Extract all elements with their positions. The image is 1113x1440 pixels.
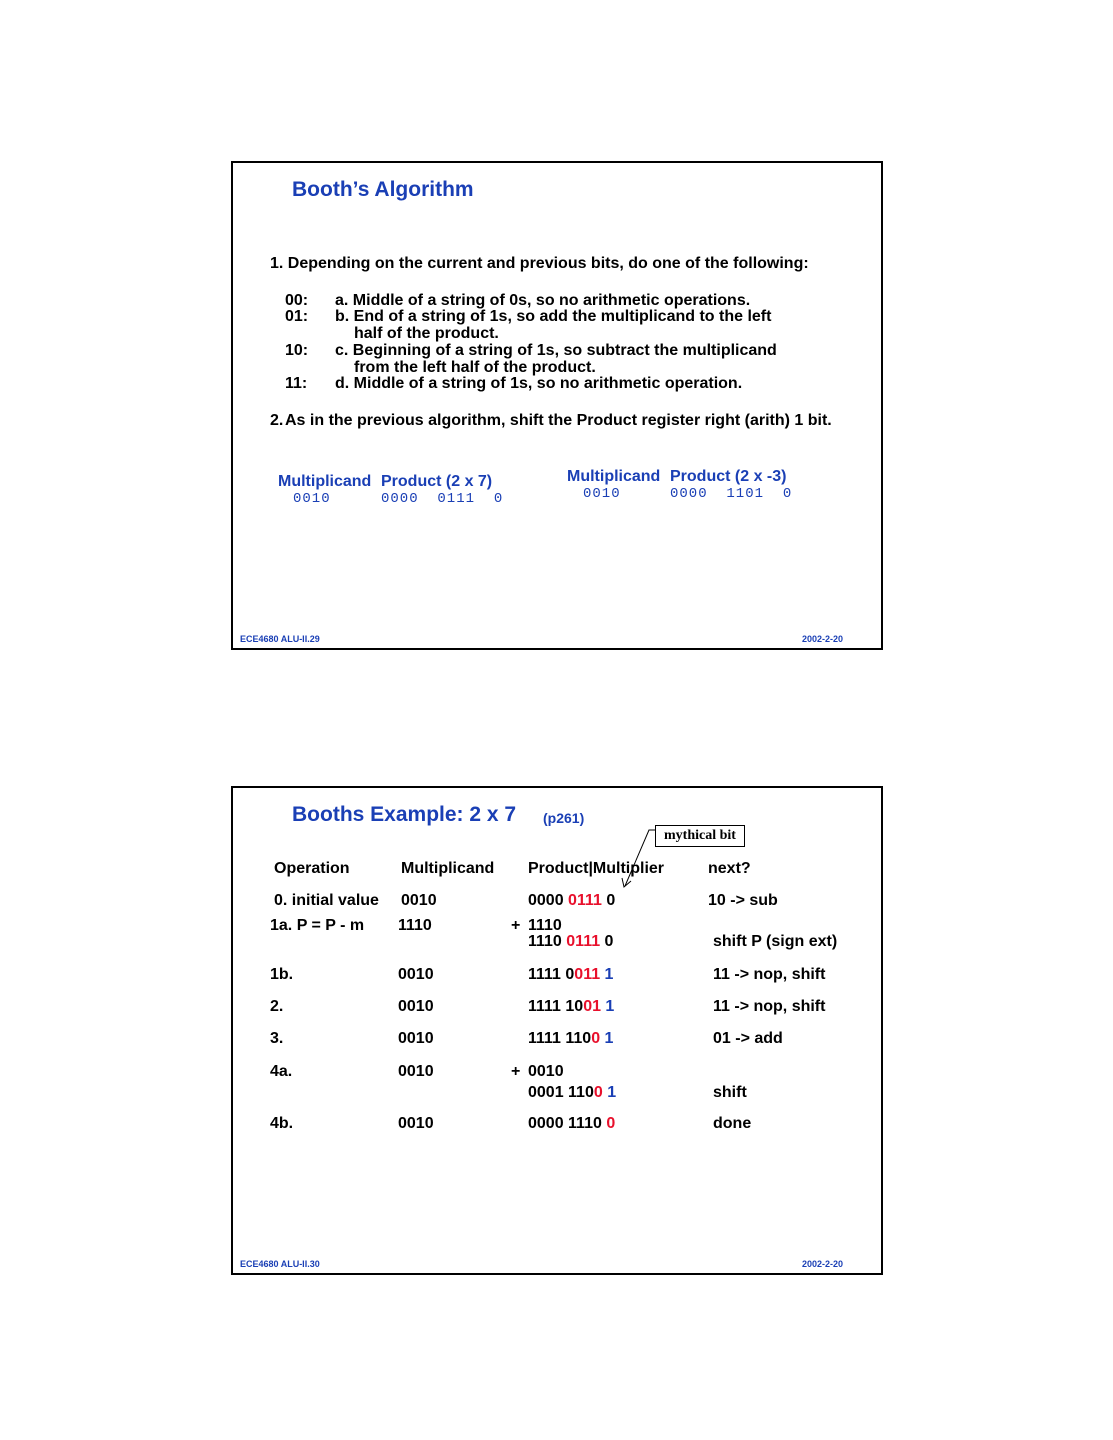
slide-booths-example <box>231 786 883 1275</box>
row-next: 01 -> add <box>713 1030 783 1047</box>
footer-date: 2002-2-20 <box>801 1259 843 1269</box>
case-text: d. Middle of a string of 1s, so no arithmetic operation. <box>335 375 743 392</box>
footer-course-id: ECE4680 ALU-II.29 <box>240 634 320 644</box>
multiplicand-value: 0010 <box>293 491 331 507</box>
row-next: 10 -> sub <box>708 892 778 909</box>
row-plus-sign: + <box>511 1063 521 1080</box>
case-code: 11: <box>285 375 308 392</box>
footer-course-id: ECE4680 ALU-II.30 <box>240 1259 320 1269</box>
row-product: 1110 0111 0 <box>528 933 614 950</box>
step-2-number: 2. <box>270 412 284 429</box>
slide-title: Booths Example: 2 x 7 <box>292 803 517 826</box>
row-multiplicand: 0010 <box>398 998 434 1015</box>
row-product: 0001 1100 1 <box>528 1084 617 1101</box>
case-text: c. Beginning of a string of 1s, so subtract the multiplicand <box>335 342 777 359</box>
header-next: next? <box>708 860 751 877</box>
footer-date: 2002-2-20 <box>801 634 843 644</box>
row-product: 1111 1001 1 <box>528 998 615 1015</box>
row-product: 1110 <box>528 917 562 934</box>
row-multiplicand: 0010 <box>398 1115 434 1132</box>
product-value: 0000 1101 0 <box>670 486 793 502</box>
case-code: 00: <box>285 292 309 309</box>
product-label: Product (2 x 7) <box>381 473 493 490</box>
row-operation: 3. <box>270 1030 284 1047</box>
multiplicand-label: Multiplicand <box>567 468 661 485</box>
row-operation: 2. <box>270 998 284 1015</box>
row-next: 11 -> nop, shift <box>713 966 826 983</box>
row-multiplicand: 0010 <box>398 1030 434 1047</box>
row-next: done <box>713 1115 752 1132</box>
row-product: 0000 1110 0 <box>528 1115 616 1132</box>
case-text-continued: half of the product. <box>354 325 499 342</box>
row-next: shift <box>713 1084 747 1101</box>
header-operation: Operation <box>274 860 350 877</box>
row-multiplicand: 0010 <box>398 966 434 983</box>
row-operation: 4b. <box>270 1115 294 1132</box>
row-operation: 4a. <box>270 1063 293 1080</box>
step-1-text: 1. Depending on the current and previous bits, do one of the following: <box>270 255 809 272</box>
row-plus-sign: + <box>511 917 521 934</box>
multiplicand-value: 0010 <box>583 486 621 502</box>
case-text: a. Middle of a string of 0s, so no arithmetic operations. <box>335 292 751 309</box>
row-next: shift P (sign ext) <box>713 933 838 950</box>
row-product: 0010 <box>528 1063 564 1080</box>
product-label: Product (2 x -3) <box>670 468 787 485</box>
product-value: 0000 0111 0 <box>381 491 504 507</box>
row-operation: 1b. <box>270 966 294 983</box>
row-operation: 1a. P = P - m <box>270 917 365 934</box>
step-2-text: As in the previous algorithm, shift the Product register right (arith) 1 bit. <box>285 412 832 429</box>
row-multiplicand: 0010 <box>401 892 437 909</box>
row-product: 0000 0111 0 <box>528 892 616 909</box>
page-reference: (p261) <box>543 810 585 826</box>
case-code: 01: <box>285 308 309 325</box>
row-product: 1111 1100 1 <box>528 1030 614 1047</box>
mythical-bit-callout: mythical bit <box>655 825 745 847</box>
row-product: 1111 0011 1 <box>528 966 614 983</box>
case-code: 10: <box>285 342 309 359</box>
case-text-continued: from the left half of the product. <box>354 359 596 376</box>
case-text: b. End of a string of 1s, so add the multiplicand to the left <box>335 308 772 325</box>
header-product-multiplier: Product|Multiplier <box>528 860 665 877</box>
row-multiplicand: 1110 <box>398 917 432 934</box>
row-operation: 0. initial value <box>274 892 379 909</box>
row-next: 11 -> nop, shift <box>713 998 826 1015</box>
header-multiplicand: Multiplicand <box>401 860 495 877</box>
multiplicand-label: Multiplicand <box>278 473 372 490</box>
slide-title: Booth’s Algorithm <box>292 178 474 201</box>
slide-booths-algorithm <box>231 161 883 650</box>
row-multiplicand: 0010 <box>398 1063 434 1080</box>
